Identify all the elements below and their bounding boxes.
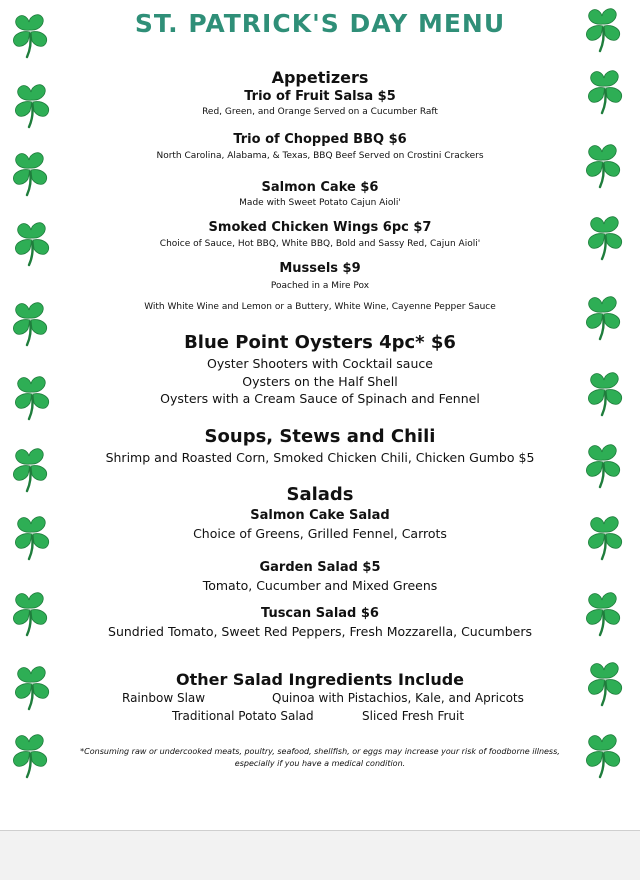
shamrock-icon bbox=[10, 218, 54, 268]
mussels-sauce-options: With White Wine and Lemon or a Buttery, White Wine, Cayenne Pepper Sauce bbox=[144, 302, 496, 312]
disclaimer-line: especially if you have a medical condition. bbox=[234, 759, 406, 768]
ingredient-item: Rainbow Slaw bbox=[122, 691, 206, 705]
food-safety-disclaimer bbox=[64, 746, 576, 770]
salad-name: Tuscan Salad $6 bbox=[261, 606, 379, 621]
shamrock-icon bbox=[581, 440, 625, 490]
shamrock-icon bbox=[10, 80, 54, 130]
shamrock-icon bbox=[583, 212, 627, 262]
appetizer-description: Poached in a Mire Pox bbox=[270, 281, 370, 291]
ingredient-item: Quinoa with Pistachios, Kale, and Apricots bbox=[272, 691, 524, 705]
shamrock-icon bbox=[8, 730, 52, 780]
shamrock-icon bbox=[10, 662, 54, 712]
appetizer-name: Trio of Chopped BBQ $6 bbox=[233, 132, 407, 147]
shamrock-icon bbox=[581, 292, 625, 342]
appetizer-name: Trio of Fruit Salsa $5 bbox=[244, 89, 396, 104]
appetizers-heading: Appetizers bbox=[271, 68, 369, 87]
oyster-option: Oyster Shooters with Cocktail sauce bbox=[207, 356, 433, 371]
salad-description: Tomato, Cucumber and Mixed Greens bbox=[202, 578, 438, 593]
shamrock-icon bbox=[10, 372, 54, 422]
oyster-option: Oysters on the Half Shell bbox=[242, 374, 398, 389]
appetizer-description: Made with Sweet Potato Cajun Aioli' bbox=[239, 198, 401, 208]
right-shamrock-border bbox=[581, 0, 633, 830]
appetizer-name: Mussels $9 bbox=[279, 261, 361, 276]
oysters-heading: Blue Point Oysters 4pc* $6 bbox=[184, 332, 456, 353]
appetizer-description: Red, Green, and Orange Served on a Cucumber Raft bbox=[202, 107, 438, 117]
other-ingredients-heading: Other Salad Ingredients Include bbox=[175, 670, 465, 689]
ingredient-item: Traditional Potato Salad bbox=[172, 709, 314, 723]
shamrock-icon bbox=[583, 512, 627, 562]
ingredient-item: Sliced Fresh Fruit bbox=[362, 709, 465, 723]
shamrock-icon bbox=[8, 588, 52, 638]
salad-name: Salmon Cake Salad bbox=[250, 508, 390, 523]
salad-name: Garden Salad $5 bbox=[259, 560, 381, 575]
shamrock-icon bbox=[8, 444, 52, 494]
shamrock-icon bbox=[583, 368, 627, 418]
shamrock-icon bbox=[8, 148, 52, 198]
salad-description: Choice of Greens, Grilled Fennel, Carrots bbox=[193, 526, 447, 541]
shamrock-icon bbox=[581, 588, 625, 638]
shamrock-icon bbox=[8, 298, 52, 348]
shamrock-icon bbox=[581, 140, 625, 190]
shamrock-icon bbox=[583, 66, 627, 116]
disclaimer-line: *Consuming raw or undercooked meats, poultry, seafood, shellfish, or eggs may increase your risk of foodborne illness, bbox=[80, 747, 560, 756]
left-shamrock-border bbox=[8, 0, 60, 830]
appetizer-description: North Carolina, Alabama, & Texas, BBQ Beef Served on Crostini Crackers bbox=[156, 151, 484, 161]
shamrock-icon bbox=[10, 512, 54, 562]
soups-heading: Soups, Stews and Chili bbox=[204, 426, 436, 447]
appetizer-name: Smoked Chicken Wings 6pc $7 bbox=[208, 220, 432, 235]
salads-heading: Salads bbox=[286, 484, 354, 505]
shamrock-icon bbox=[583, 658, 627, 708]
appetizer-name: Salmon Cake $6 bbox=[261, 180, 379, 195]
shamrock-icon bbox=[581, 730, 625, 780]
soups-line: Shrimp and Roasted Corn, Smoked Chicken Chili, Chicken Gumbo $5 bbox=[105, 450, 535, 465]
appetizer-description: Choice of Sauce, Hot BBQ, White BBQ, Bold and Sassy Red, Cajun Aioli' bbox=[159, 239, 481, 249]
salad-description: Sundried Tomato, Sweet Red Peppers, Fresh Mozzarella, Cucumbers bbox=[108, 624, 532, 639]
oyster-option: Oysters with a Cream Sauce of Spinach and Fennel bbox=[160, 391, 480, 406]
menu-title: ST. PATRICK'S DAY MENU bbox=[134, 9, 506, 38]
page-bottom-margin bbox=[0, 831, 640, 880]
